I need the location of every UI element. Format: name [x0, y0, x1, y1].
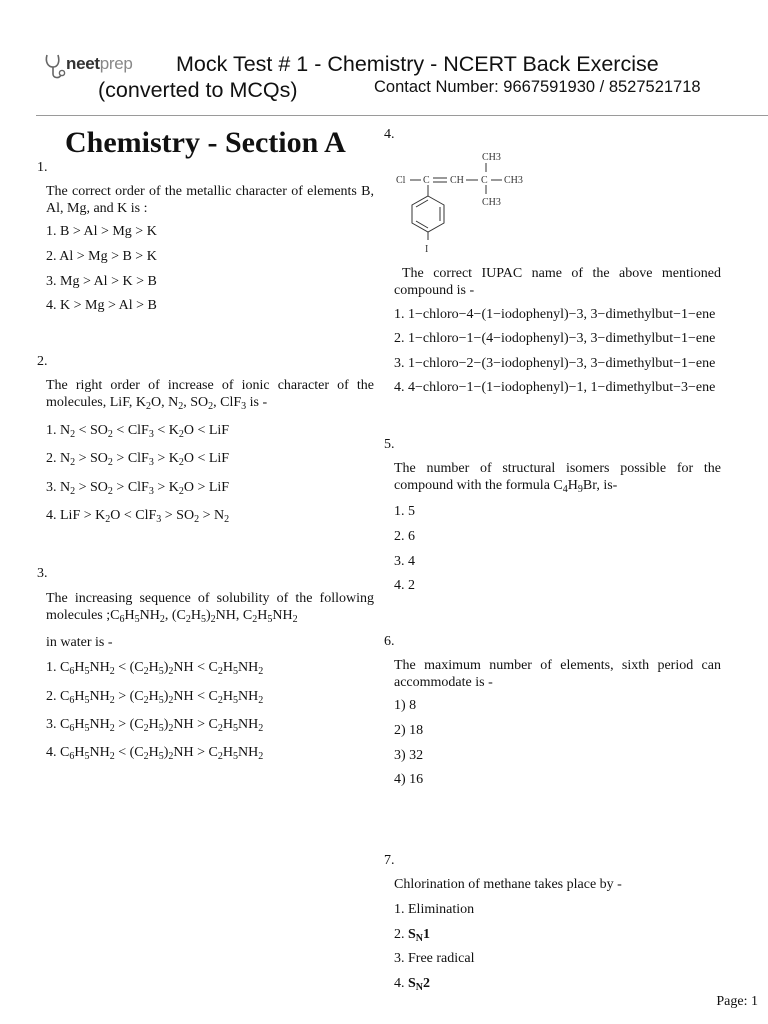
question-1-option-1[interactable]: 1. B > Al > Mg > K: [46, 224, 157, 239]
question-7-option-2[interactable]: 2. $S_N1$: [394, 927, 431, 944]
question-2-option-2[interactable]: 2. $N_2 > SO_2 > ClF_3 > K_2O$ < LiF: [46, 451, 230, 468]
question-3-option-3[interactable]: 3. $C_6H_5NH_2 > (C_2H_5)_2NH > C_2H_5NH_2$: [46, 717, 264, 734]
question-3-option-1[interactable]: 1. $C_6H_5NH_2 < (C_2H_5)_2NH < C_2H_5NH_2$: [46, 660, 264, 677]
question-7-option-4[interactable]: 4. $S_N2$: [394, 976, 431, 993]
test-subtitle: (converted to MCQs): [98, 78, 298, 102]
question-5-option-2[interactable]: 2. 6: [394, 529, 415, 544]
atom-iodine: I: [425, 244, 429, 255]
atom-ch: CH: [450, 175, 464, 186]
question-5-option-1[interactable]: 1. 5: [394, 504, 415, 519]
question-3-text-continued: in water is -: [46, 635, 113, 650]
question-2-option-4[interactable]: 4. LiF > $K_2O < ClF_3 > SO_2 > N_2$: [46, 508, 230, 525]
question-3-option-2[interactable]: 2. $C_6H_5NH_2 > (C_2H_5)_2NH < C_2H_5NH_2$: [46, 689, 264, 706]
question-4-option-1[interactable]: 1. 1−chloro−4−(1−iodophenyl)−3, 3−dimethylbut−1−ene: [394, 307, 716, 322]
question-4-structure-diagram: [392, 148, 532, 258]
atom-ch3-right: CH3: [504, 175, 523, 186]
question-2-option-1[interactable]: 1. $N_2 < SO_2 < ClF_3 < K_2O$ < LiF: [46, 423, 230, 440]
atom-cl: Cl: [396, 175, 406, 186]
question-4-option-2[interactable]: 2. 1−chloro−1−(4−iodophenyl)−3, 3−dimethylbut−1−ene: [394, 331, 716, 346]
question-6-option-3[interactable]: 3) 32: [394, 748, 424, 763]
section-title: Chemistry - Section A: [65, 126, 346, 159]
question-4-number: 4.: [384, 127, 395, 142]
question-1-text: The correct order of the metallic character of elements B, Al, Mg, and K is :: [46, 184, 374, 216]
question-7-option-3[interactable]: 3. Free radical: [394, 951, 475, 966]
question-6-text: The maximum number of elements, sixth period can accommodate is -: [394, 658, 721, 690]
question-5-text: The number of structural isomers possible for the compound with the formula $C_4H_9Br$, is-: [394, 461, 721, 495]
question-4-option-3[interactable]: 3. 1−chloro−2−(3−iodophenyl)−3, 3−dimethylbut−1−ene: [394, 356, 716, 371]
header-divider: [36, 115, 768, 116]
question-2-number: 2.: [37, 354, 48, 369]
question-7-text: Chlorination of methane takes place by -: [394, 877, 622, 892]
question-3-option-4[interactable]: 4. $C_6H_5NH_2 < (C_2H_5)_2NH > C_2H_5NH_2$: [46, 745, 264, 762]
question-3-text: The increasing sequence of solubility of the following molecules $;C_6H_5NH_2$, $(C_2H_5)_2NH$, $C_2H_5NH_2$: [46, 591, 374, 625]
question-5-option-3[interactable]: 3. 4: [394, 554, 415, 569]
logo-wordmark: neetprep: [66, 54, 133, 73]
stethoscope-icon: [44, 52, 68, 82]
question-2-text: The right order of increase of ionic character of the molecules, LiF, $K_2O$, $N_2$, $SO_2$, ClF$_3$ is -: [46, 378, 374, 412]
question-5-option-4[interactable]: 4. 2: [394, 578, 415, 593]
page-number: Page: 1: [716, 994, 758, 1009]
question-3-number: 3.: [37, 566, 48, 581]
question-1-option-4[interactable]: 4. K > Mg > Al > B: [46, 298, 157, 313]
question-6-number: 6.: [384, 634, 395, 649]
question-7-option-1[interactable]: 1. Elimination: [394, 902, 475, 917]
question-7-number: 7.: [384, 853, 395, 868]
question-6-option-1[interactable]: 1) 8: [394, 698, 417, 713]
question-6-option-4[interactable]: 4) 16: [394, 772, 424, 787]
contact-number: Contact Number: 9667591930 / 8527521718: [374, 78, 701, 96]
question-4-option-4[interactable]: 4. 4−chloro−1−(1−iodophenyl)−1, 1−dimethylbut−3−ene: [394, 380, 716, 395]
atom-ch3-bottom: CH3: [482, 197, 501, 208]
atom-c3: C: [481, 175, 488, 186]
question-5-number: 5.: [384, 437, 395, 452]
question-4-text: The correct IUPAC name of the above mentioned compound is -: [394, 266, 721, 298]
question-1-option-2[interactable]: 2. Al > Mg > B > K: [46, 249, 157, 264]
test-title: Mock Test # 1 - Chemistry - NCERT Back Exercise: [176, 52, 659, 76]
question-2-option-3[interactable]: 3. $N_2 > SO_2 > ClF_3 > K_2O$ > LiF: [46, 480, 230, 497]
question-6-option-2[interactable]: 2) 18: [394, 723, 424, 738]
question-1-option-3[interactable]: 3. Mg > Al > K > B: [46, 274, 157, 289]
atom-c1: C: [423, 175, 430, 186]
question-1-number: 1.: [37, 160, 48, 175]
atom-ch3-top: CH3: [482, 152, 501, 163]
